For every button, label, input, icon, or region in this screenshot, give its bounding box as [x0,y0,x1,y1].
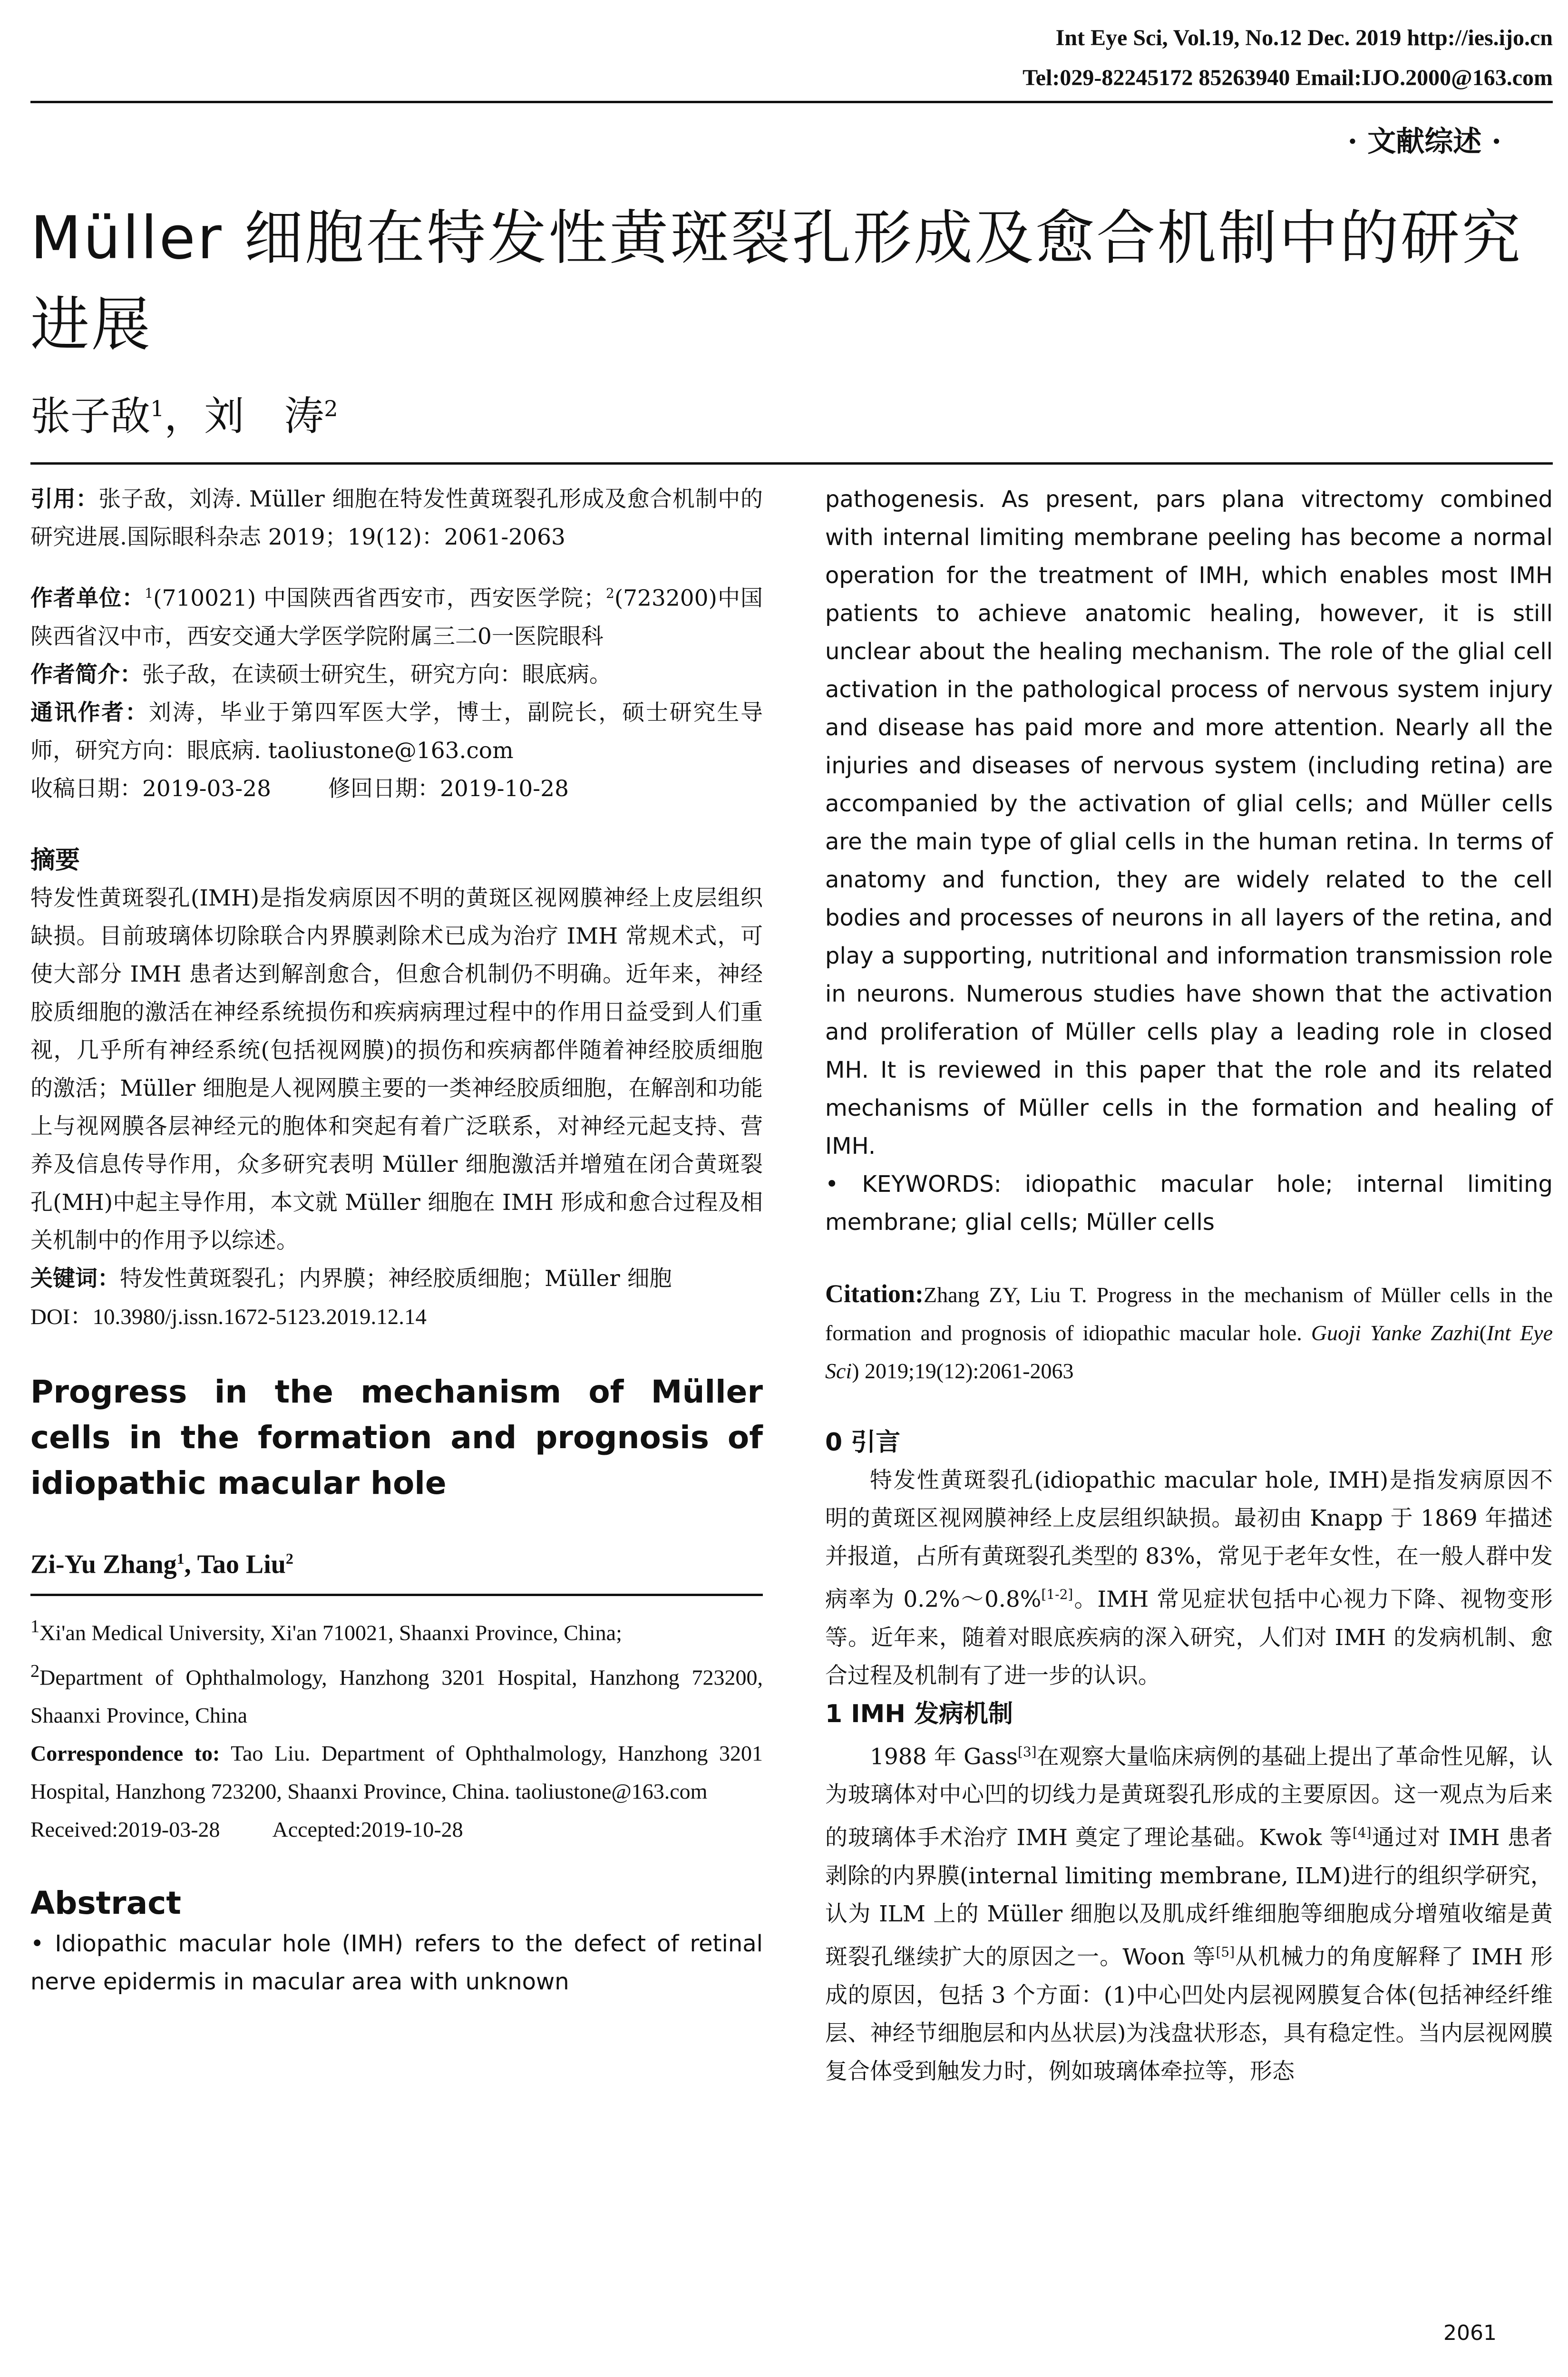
corr-text: 刘涛，毕业于第四军医大学，博士，副院长，硕士研究生导师，研究方向：眼底病. taoliustone@163.com [30,699,763,764]
author-sep: ， [164,393,205,439]
authors-rule [30,462,1553,465]
english-title: Progress in the mechanism of Müller cells in the formation and prognosis of idiopathic macular hole [30,1373,763,1501]
author-en-2-sup: 2 [285,1549,293,1567]
abstract-en-heading: Abstract [30,1884,181,1921]
affiliation-cn [30,575,763,656]
citation-en-journal: Guoji Yanke Zazhi [1311,1321,1480,1345]
received-date-cn: 收稿日期：2019-03-28 [30,775,271,802]
affiliation-en-2 [30,1652,763,1734]
aff-sup-1: 1 [145,585,154,601]
affiliation-2: (723200)中国陕西省汉中市，西安交通大学医学院附属三二0一医院眼科 [30,585,763,650]
corr-en-label: Correspondence to: [30,1741,220,1765]
corr-en-text: Tao Liu. Department of Ophthalmology, Hanzhong 3201 Hospital, Hanzhong 723200, Shaanxi Province, China. taoliustone@163.com [30,1741,763,1803]
article-title: Müller 细胞在特发性黄斑裂孔形成及愈合机制中的研究进展 [30,204,1523,359]
keywords-en: • KEYWORDS: idiopathic macular hole; internal limiting membrane; glial cells; Müller cells [825,1171,1553,1236]
accepted-en: Accepted:2019-10-28 [272,1817,463,1841]
citation-label: 引用： [30,486,99,512]
bio-text: 张子敌，在读硕士研究生，研究方向：眼底病。 [142,661,612,688]
abstract-en-start: • Idiopathic macular hole (IMH) refers to the defect of retinal nerve epidermis in macular area with unknown [30,1930,763,1995]
affiliation-en-1 [30,1607,763,1652]
keywords-cn [30,1260,763,1298]
sec1-text-b: 在观察大量临床病例的基础上提出了革命性见解，认为玻璃体对中心凹的切线力是黄斑裂孔形成的主要原因。这一观点为后来的玻璃体手术治疗 IMH 奠定了理论基础。Kwok 等 [825,1744,1553,1851]
keywords-cn-label: 关键词： [30,1265,120,1292]
citation-en-paren: ( [1479,1321,1487,1345]
dates-en [30,1811,763,1849]
revised-date-cn: 修回日期：2019-10-28 [328,775,569,802]
doi: DOI：10.3980/j.issn.1672-5123.2019.12.14 [30,1304,427,1329]
ref-4: [4] [1352,1825,1372,1841]
right-column [825,480,1553,2091]
author-2-sup: 2 [324,396,338,421]
section-0-heading: 0 引言 [825,1428,901,1457]
sec1-text-c: 通过对 IMH 患者剥除的内界膜(internal limiting membrane, ILM)进行的组织学研究，认为 ILM 上的 Müller 细胞以及肌成纤维细胞等细胞成分增殖收缩是黄斑裂孔继续扩大的原因之一。Woon 等 [825,1824,1553,1970]
author-bio [30,656,763,694]
authors-en-rule [30,1594,763,1596]
author-en-sep: , [184,1549,197,1579]
abstract-cn-heading: 摘要 [30,846,80,875]
corresponding-author [30,694,763,770]
citation-en-journal-abbr: Int Eye Sci [825,1321,1553,1383]
citation-en-issue: ) 2019;19(12):2061-2063 [852,1359,1074,1383]
affiliation-label: 作者单位： [30,585,145,612]
journal-header-line1: Int Eye Sci, Vol.19, No.12 Dec. 2019 http://ies.ijo.cn [1055,25,1553,50]
author-1-sup: 1 [150,396,165,421]
sec0-text-b: 。IMH 常见症状包括中心视力下降、视物变形等。近年来，随着对眼底疾病的深入研究，人们对 IMH 的发病机制、愈合过程及机制有了进一步的认识。 [825,1586,1553,1689]
author-1: 张子敌 [30,393,151,439]
header-rule [30,101,1553,103]
section-1-heading: 1 IMH 发病机制 [825,1699,1013,1728]
abstract-en-continued: pathogenesis. As present, pars plana vitrectomy combined with internal limiting membrane peeling has become a normal operation for the treatment of IMH, which enables most IMH patients to achieve anatomic healing, however, it is still unclear about the healing mechanism. The role of the glial cell activation in the pathological process of nervous system injury and disease has paid more and more attention. Nearly all the injuries and diseases of nervous system (including retina) are accompanied by the activation of glial cells; and Müller cells are the main type of glial cells in the human retina. In terms of anatomy and function, they are widely related to the cell bodies and processes of neurons in all layers of the retina, and play a supporting, nutritional and information transmission role in neurons. Numerous studies have shown that the activation and proliferation of Müller cells play a leading role in closed MH. It is reviewed in this paper that the role and its related mechanisms of Müller cells in the formation and healing of IMH. [825,486,1553,1159]
citation-en [825,1275,1553,1390]
corr-label: 通讯作者： [30,699,149,726]
left-column [30,480,763,2001]
authors-cn [30,384,338,442]
journal-header-line2: Tel:029-82245172 85263940 Email:IJO.2000@163.com [1023,65,1553,90]
aff-en-sup-2: 2 [30,1661,40,1681]
author-en-1: Zi-Yu Zhang [30,1549,177,1579]
ref-5: [5] [1216,1944,1235,1960]
affiliation-1: (710021) 中国陕西省西安市，西安医学院； [153,585,606,612]
page-number: 2061 [1443,2321,1497,2345]
abstract-cn: 特发性黄斑裂孔(IMH)是指发病原因不明的黄斑区视网膜神经上皮层组织缺损。目前玻璃体切除联合内界膜剥除术已成为治疗 IMH 常规术式，可使大部分 IMH 患者达到解剖愈合，但愈合机制仍不明确。近年来，神经胶质细胞的激活在神经系统损伤和疾病病理过程中的作用日益受到人们重视，几乎所有神经系统(包括视网膜)的损伤和疾病都伴随着神经胶质细胞的激活；Müller 细胞是人视网膜主要的一类神经胶质细胞，在解剖和功能上与视网膜各层神经元的胞体和突起有着广泛联系，对神经元起支持、营养及信息传导作用，众多研究表明 Müller 细胞激活并增殖在闭合黄斑裂孔(MH)中起主导作用，本文就 Müller 细胞在 IMH 形成和愈合过程及相关机制中的作用予以综述。 [30,885,763,1254]
section-0-paragraph [825,1461,1553,1695]
author-en-2: Tao Liu [197,1549,286,1579]
keywords-cn-text: 特发性黄斑裂孔；内界膜；神经胶质细胞；Müller 细胞 [120,1265,672,1292]
section-1-paragraph [825,1733,1553,2091]
correspondence-en [30,1734,763,1811]
aff-sup-2: 2 [605,585,614,601]
ref-1-2: [1-2] [1041,1587,1073,1602]
authors-en [30,1539,763,1584]
dates-cn [30,770,763,808]
bio-label: 作者简介： [30,661,142,688]
citation-cn [30,480,763,556]
aff-en-2-text: Department of Ophthalmology, Hanzhong 3201 Hospital, Hanzhong 723200, Shaanxi Province, China [30,1665,763,1727]
sec1-text-d: 从机械力的角度解释了 IMH 形成的原因，包括 3 个方面：(1)中心凹处内层视网膜复合体(包括神经纤维层、神经节细胞层和内丛状层)为浅盘状形态，具有稳定性。当内层视网膜复合体受到触发力时，例如玻璃体牵拉等，形态 [825,1944,1553,2085]
sec1-text-a: 1988 年 Gass [870,1744,1018,1770]
citation-en-label: Citation: [825,1279,924,1308]
received-en: Received:2019-03-28 [30,1817,220,1841]
author-en-1-sup: 1 [176,1549,185,1567]
citation-text: 张子敌，刘涛. Müller 细胞在特发性黄斑裂孔形成及愈合机制中的研究进展.国际眼科杂志 2019；19(12)：2061-2063 [30,486,763,550]
citation-en-text: Zhang ZY, Liu T. Progress in the mechanism of Müller cells in the formation and prognosis of idiopathic macular hole. [825,1283,1553,1345]
sec0-text-a: 特发性黄斑裂孔(idiopathic macular hole, IMH)是指发病原因不明的黄斑区视网膜神经上皮层组织缺损。最初由 Knapp 于 1869 年描述并报道，占所有黄斑裂孔类型的 83%，常见于老年女性，在一般人群中发病率为 0.2%～0.8% [825,1467,1553,1613]
section-label: · 文献综述 · [1347,125,1501,158]
aff-en-sup-1: 1 [30,1617,40,1637]
aff-en-1-text: Xi'an Medical University, Xi'an 710021, Shaanxi Province, China; [39,1620,622,1645]
ref-3: [3] [1017,1744,1037,1760]
author-2: 刘 涛 [204,393,324,439]
